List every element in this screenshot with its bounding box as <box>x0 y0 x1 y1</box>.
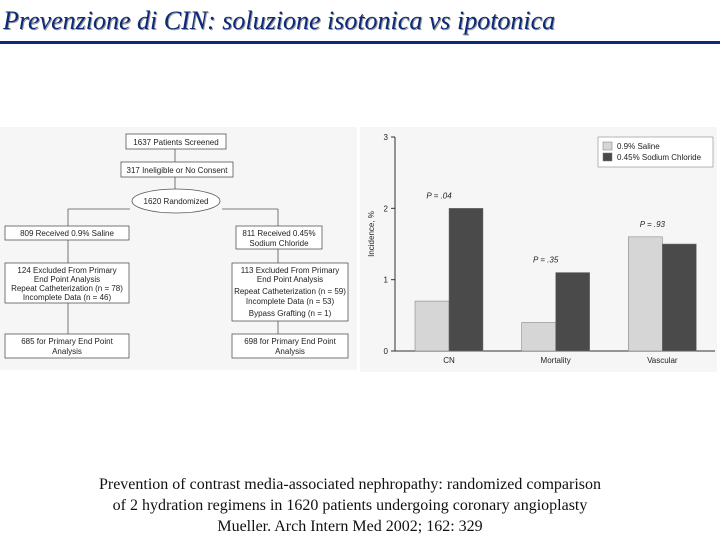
legend-label-0: 0.9% Saline <box>617 142 660 151</box>
screened-label: 1637 Patients Screened <box>133 138 219 147</box>
title-underline <box>0 41 720 44</box>
bar-chart-panel <box>360 127 717 372</box>
excluded-left-box <box>5 263 129 303</box>
analysis-left-line1: 685 for Primary End Point <box>21 337 113 346</box>
x-tick-label-2: Vascular <box>647 356 678 365</box>
p-value-label-2: P = .93 <box>639 219 665 229</box>
x-tick-label-1: Mortality <box>540 356 571 365</box>
p-value-label-0: P = .04 <box>426 191 452 201</box>
slide-caption <box>40 474 660 537</box>
x-tick-label-0: CN <box>443 356 455 365</box>
analysis-right-box <box>232 334 348 358</box>
ineligible-box <box>121 162 233 177</box>
excluded-right-line2: End Point Analysis <box>256 275 324 284</box>
bar-1-series-1 <box>556 273 590 351</box>
p-value-label-1: P = .35 <box>533 255 559 265</box>
excluded-right-box <box>232 263 348 321</box>
y-tick-label-2: 2 <box>383 204 388 214</box>
bar-1-series-0 <box>522 322 556 351</box>
analysis-right-line2: Analysis <box>275 347 305 356</box>
bar-0-series-1 <box>449 208 483 351</box>
legend-swatch-0 <box>603 142 612 150</box>
excluded-right-line4: Incomplete Data (n = 53) <box>245 297 335 306</box>
chloride-label-line1: 811 Received 0.45% <box>242 229 316 238</box>
chloride-box <box>236 226 322 249</box>
y-axis-title: Incidence, % <box>367 211 376 257</box>
flowchart-svg <box>0 127 357 370</box>
saline-box <box>5 226 129 240</box>
excluded-left-line4: Incomplete Data (n = 46) <box>22 293 112 302</box>
bar-2-series-0 <box>628 237 662 351</box>
excluded-right-line5: Bypass Grafting (n = 1) <box>248 309 332 318</box>
analysis-left-line2: Analysis <box>52 347 82 356</box>
y-tick-label-1: 1 <box>383 275 388 285</box>
saline-label: 809 Received 0.9% Saline <box>20 229 114 238</box>
caption-line-2: of 2 hydration regimens in 1620 patients undergoing coronary angioplasty <box>112 497 588 514</box>
excluded-right-line1: 113 Excluded From Primary <box>240 266 340 275</box>
excluded-left-line3: Repeat Catheterization (n = 78) <box>11 284 123 293</box>
excluded-left-line2: End Point Analysis <box>33 275 101 284</box>
legend-label-1: 0.45% Sodium Chloride <box>617 153 702 162</box>
flowchart-panel <box>0 127 357 370</box>
bar-2-series-1 <box>662 244 696 351</box>
y-tick-label-3: 3 <box>383 133 388 142</box>
excluded-left-line1: 124 Excluded From Primary <box>17 266 117 275</box>
chloride-label-line2: Sodium Chloride <box>249 239 309 248</box>
ineligible-label: 317 Ineligible or No Consent <box>126 166 228 175</box>
caption-line-1: Prevention of contrast media-associated nephropathy: randomized comparison <box>98 476 602 493</box>
randomized-ellipse <box>132 189 220 213</box>
screened-box <box>126 134 226 149</box>
bar-0-series-0 <box>415 301 449 351</box>
analysis-left-box <box>5 334 129 358</box>
analysis-right-line1: 698 for Primary End Point <box>244 337 336 346</box>
y-tick-label-0: 0 <box>383 347 388 356</box>
legend-swatch-1 <box>603 153 612 161</box>
excluded-right-line3: Repeat Catheterization (n = 59) <box>234 287 346 296</box>
caption-line-3: Mueller. Arch Intern Med 2002; 162: 329 <box>217 518 483 535</box>
bar-chart-svg <box>360 127 717 372</box>
randomized-label: 1620 Randomized <box>143 197 209 206</box>
slide-title: Prevenzione di CIN: soluzione isotonica vs ipotonica <box>3 6 556 35</box>
